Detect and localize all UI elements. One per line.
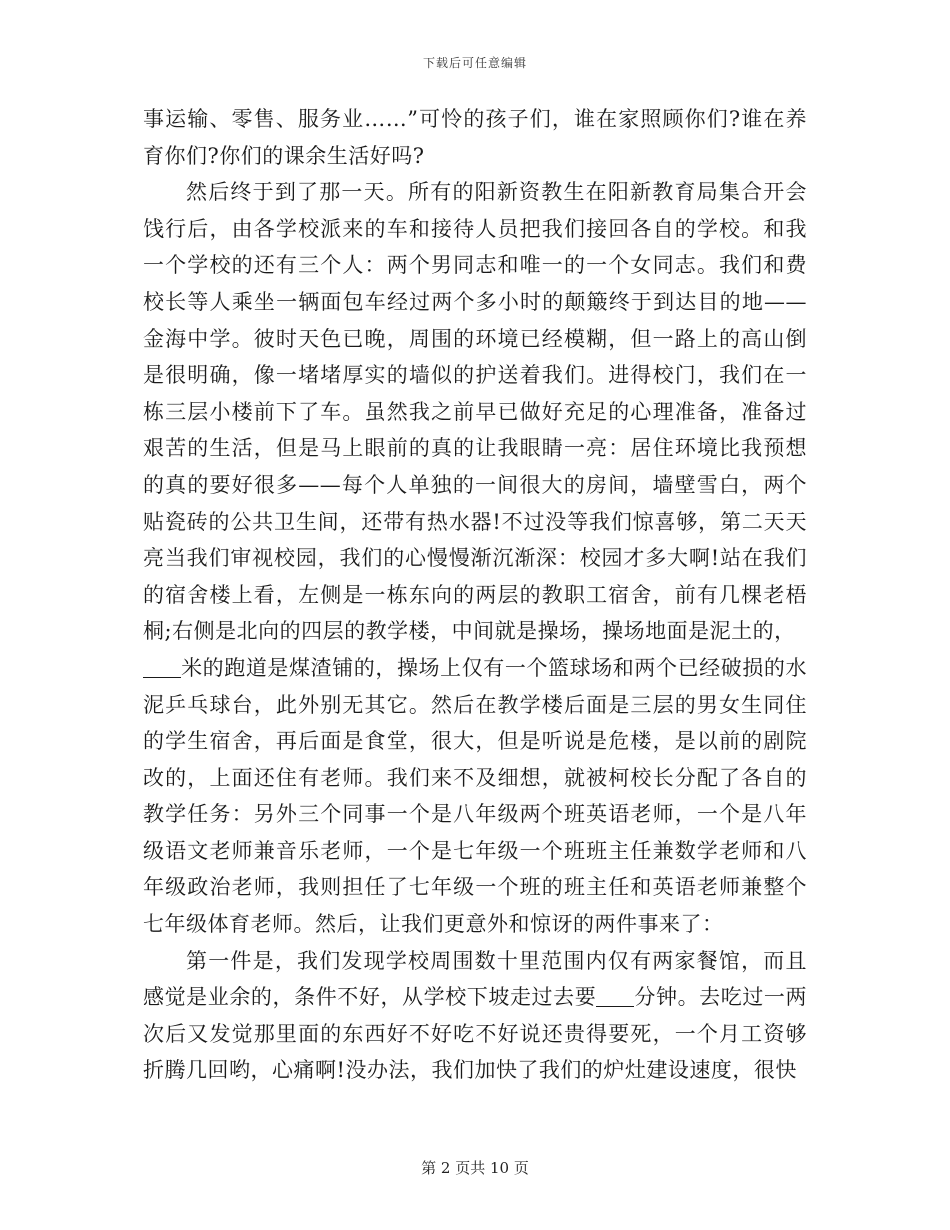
paragraph-3 bbox=[143, 943, 807, 1089]
paragraph-2-text-b: 米的跑道是煤渣铺的，操场上仅有一个篮球场和两个已经破损的水泥乒乓球台，此外别无其它。然后在教学楼后面是三层的男女生同住的学生宿舍，再后面是食堂，很大，但是听说是危楼，是以前的剧院改的，上面还住有老师。我们来不及细想，就被柯校长分配了各自的教学任务：另外三个同事一个是八年级两个班英语老师，一个是八年级语文老师兼音乐老师，一个是七年级一个班班主任兼数学老师和八年级政治老师，我则担任了七年级一个班的班主任和英语老师兼整个七年级体育老师。然后，让我们更意外和惊讶的两件事来了： bbox=[143, 655, 807, 937]
paragraph-2 bbox=[143, 174, 807, 942]
fill-in-blank bbox=[596, 985, 634, 1007]
page-header: 下载后可任意编辑 bbox=[422, 56, 527, 70]
fill-in-blank bbox=[143, 656, 181, 678]
paragraph-3-text-b: 分钟。去吃过一两次后又发觉那里面的东西好不好吃不好说还贵得要死，一个月工资够折腾几回哟，心痛啊!没办法，我们加快了我们的炉灶建设速度，很快 bbox=[143, 985, 808, 1083]
paragraph-3-text-a: 第一件是，我们发现学校周围数十里范围内仅有两家餐馆，而且感觉是业余的，条件不好，从学校下坡走过去要 bbox=[143, 948, 807, 1010]
document-body bbox=[143, 101, 807, 1089]
paragraph-2-text-a: 然后终于到了那一天。所有的阳新资教生在阳新教育局集合开会饯行后，由各学校派来的车和接待人员把我们接回各自的学校。和我一个学校的还有三个人：两个男同志和唯一的一个女同志。我们和费校长等人乘坐一辆面包车经过两个多小时的颠簸终于到达目的地——金海中学。彼时天色已晚，周围的环境已经模糊，但一路上的高山倒是很明确，像一堵堵厚实的墙似的护送着我们。进得校门，我们在一栋三层小楼前下了车。虽然我之前早已做好充足的心理准备，准备过艰苦的生活，但是马上眼前的真的让我眼睛一亮：居住环境比我预想的真的要好很多——每个人单独的一间很大的房间，墙壁雪白，两个贴瓷砖的公共卫生间，还带有热水器!不过没等我们惊喜够，第二天天亮当我们审视校园，我们的心慢慢渐沉渐深：校园才多大啊!站在我们的宿舍楼上看，左侧是一栋东向的两层的教职工宿舍，前有几棵老梧桐;右侧是北向的四层的教学楼，中间就是操场，操场地面是泥土的， bbox=[143, 180, 807, 644]
page-footer: 第 2 页共 10 页 bbox=[421, 1159, 529, 1177]
paragraph-1-text: 事运输、零售、服务业……”可怜的孩子们，谁在家照顾你们?谁在养育你们?你们的课余生活好吗? bbox=[143, 107, 807, 168]
paragraph-1 bbox=[143, 101, 807, 174]
